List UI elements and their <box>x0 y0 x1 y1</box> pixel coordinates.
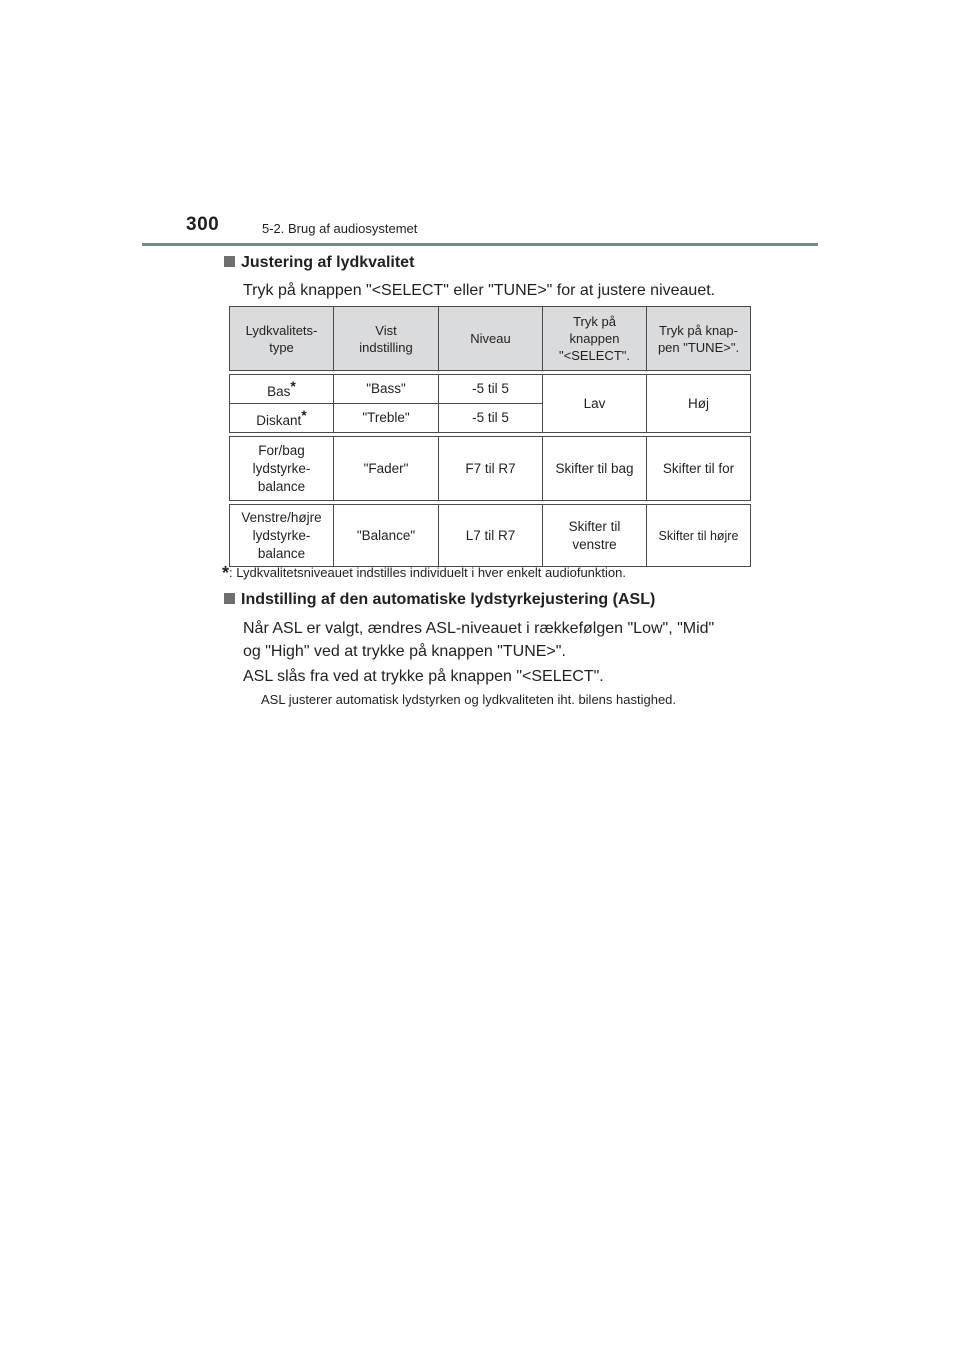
asl-heading <box>224 591 655 609</box>
cell-level: F7 til R7 <box>439 437 543 501</box>
cell-type: For/bag lydstyrke- balance <box>230 437 334 501</box>
asl-line2: og "High" ved at trykke på knappen "TUNE>". <box>243 643 566 660</box>
header-select <box>543 307 647 371</box>
cell-tune-merged: Høj <box>647 375 751 433</box>
table-row <box>230 437 751 501</box>
cell-display: "Fader" <box>334 437 439 501</box>
footnote <box>222 563 626 584</box>
header-type-line1: Lydkvalitets- <box>245 322 318 338</box>
cell-select: Skifter til bag <box>543 437 647 501</box>
header-display-line1: Vist <box>375 322 397 338</box>
header-rule <box>142 243 818 246</box>
cell-level: -5 til 5 <box>439 404 543 433</box>
asl-heading-text: Indstilling af den automatiske lydstyrkejustering (ASL) <box>241 591 656 608</box>
header-select-line3: "<SELECT". <box>558 348 630 363</box>
asl-note: ASL justerer automatisk lydstyrken og lydkvaliteten iht. bilens hastighed. <box>261 692 677 707</box>
asl-line3: ASL slås fra ved at trykke på knappen "<SELECT". <box>243 668 604 685</box>
table-row <box>230 375 751 404</box>
table-row <box>230 505 751 567</box>
table-header-row <box>230 307 751 371</box>
sound-quality-table <box>229 306 751 567</box>
sound-quality-heading <box>224 254 414 272</box>
cell-level: L7 til R7 <box>439 505 543 567</box>
cell-display: "Bass" <box>334 375 439 404</box>
cell-type: Diskant* <box>230 404 334 433</box>
header-display <box>334 307 439 371</box>
sound-quality-heading-text: Justering af lydkvalitet <box>241 254 415 271</box>
header-select-line2: knappen <box>569 331 620 346</box>
header-type-line2: type <box>269 339 294 355</box>
header-tune <box>647 307 751 371</box>
sound-quality-intro: Tryk på knappen "<SELECT" eller "TUNE>" for at justere niveauet. <box>243 282 716 299</box>
header-type <box>230 307 334 371</box>
header-level-text: Niveau <box>470 331 511 346</box>
page-number: 300 <box>186 214 220 235</box>
section-title: 5-2. Brug af audiosystemet <box>262 221 418 236</box>
square-bullet-icon <box>224 593 235 604</box>
cell-type: Bas* <box>230 375 334 404</box>
cell-select: Skifter til venstre <box>543 505 647 567</box>
cell-type: Venstre/højre lydstyrke- balance <box>230 505 334 567</box>
cell-display: "Balance" <box>334 505 439 567</box>
square-bullet-icon <box>224 256 235 267</box>
cell-select-merged: Lav <box>543 375 647 433</box>
asl-line1: Når ASL er valgt, ændres ASL-niveauet i rækkefølgen "Low", "Mid" <box>243 620 715 637</box>
header-tune-line1: Tryk på knap- <box>659 322 738 338</box>
header-select-line1: Tryk på <box>573 314 616 329</box>
cell-level: -5 til 5 <box>439 375 543 404</box>
cell-tune: Skifter til højre <box>647 505 751 567</box>
footnote-star: * <box>222 563 230 583</box>
header-level <box>439 307 543 371</box>
footnote-text: : Lydkvalitetsniveauet indstilles individuelt i hver enkelt audiofunktion. <box>229 565 626 580</box>
cell-tune: Skifter til for <box>647 437 751 501</box>
header-tune-line2: pen "TUNE>". <box>657 339 740 355</box>
header-display-line2: indstilling <box>359 339 413 355</box>
cell-display: "Treble" <box>334 404 439 433</box>
